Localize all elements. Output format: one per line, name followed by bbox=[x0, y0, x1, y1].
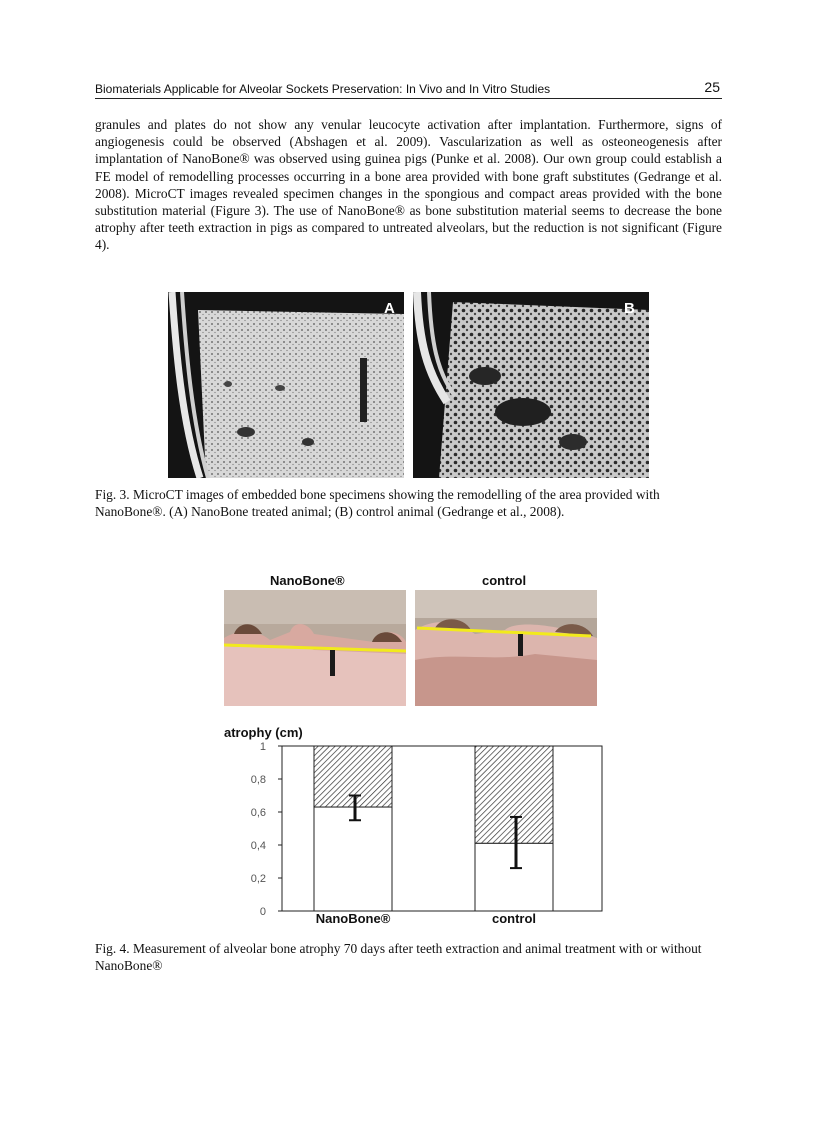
y-tick-label: 1 bbox=[259, 741, 266, 753]
panel-label-a: A bbox=[384, 300, 395, 317]
y-tick-label: 0,6 bbox=[250, 807, 266, 819]
jaw-photo-nanobone-image bbox=[224, 590, 406, 706]
chart-y-axis-label: atrophy (cm) bbox=[224, 725, 303, 740]
chart-svg bbox=[224, 738, 604, 928]
figure-4-caption: Fig. 4. Measurement of alveolar bone atrophy 70 days after teeth extraction and animal treatment with or without NanoBone® bbox=[95, 941, 702, 974]
microct-image-a bbox=[168, 292, 404, 478]
running-header-title: Biomaterials Applicable for Alveolar Sockets Preservation: In Vivo and In Vitro Studies bbox=[95, 82, 551, 96]
page-number: 25 bbox=[704, 79, 720, 95]
jaw-photo-nanobone bbox=[224, 590, 406, 706]
y-tick-label: 0 bbox=[259, 906, 266, 918]
jaw-photo-control-image bbox=[415, 590, 597, 706]
photo-label-control: control bbox=[482, 573, 527, 588]
running-header bbox=[95, 78, 722, 99]
bar-hatched-remainder bbox=[475, 746, 553, 843]
photo-label-nanobone: NanoBone® bbox=[270, 573, 345, 588]
bar-value bbox=[475, 843, 553, 911]
figure-3-caption: Fig. 3. MicroCT images of embedded bone specimens showing the remodelling of the area provided with NanoBone®. (A) NanoBone treated animal; (B) control animal (Gedrange et al., 2008). bbox=[95, 487, 660, 520]
x-category-label: NanoBone® bbox=[315, 911, 391, 926]
x-category-label: control bbox=[491, 911, 537, 926]
microct-image-b bbox=[413, 292, 649, 478]
bar-hatched-remainder bbox=[314, 746, 392, 807]
y-tick-label: 0,8 bbox=[250, 774, 266, 786]
bar-value bbox=[314, 807, 392, 911]
microct-panel-b bbox=[413, 292, 649, 478]
panel-label-b: B bbox=[624, 300, 635, 317]
atrophy-bar-chart bbox=[224, 738, 604, 928]
body-paragraph: granules and plates do not show any venular leucocyte activation after implantation. Furthermore, signs of angiogenesis could be observed (Abshagen et al. 2009). Vascularization as well as osteoneogenesis after implantation of NanoBone® was observed using guinea pigs (Punke et al. 2008). Our own group could establish a FE model of remodelling processes occurring in a bone area provided with bone graft substitutes (Gedrange et al. 2008). MicroCT images revealed specimen changes in the spongious and compact areas provided with the bone substitution material (Figure 3). The use of NanoBone® as bone substitution material seems to decrease the bone atrophy after teeth extraction in pigs as compared to untreated alveolars, but the reduction is not significant (Figure 4). bbox=[95, 117, 722, 253]
microct-panel-a bbox=[168, 292, 404, 478]
y-tick-label: 0,2 bbox=[250, 873, 266, 885]
jaw-photo-control bbox=[415, 590, 597, 706]
figure-3 bbox=[168, 292, 649, 478]
y-tick-label: 0,4 bbox=[250, 840, 266, 852]
